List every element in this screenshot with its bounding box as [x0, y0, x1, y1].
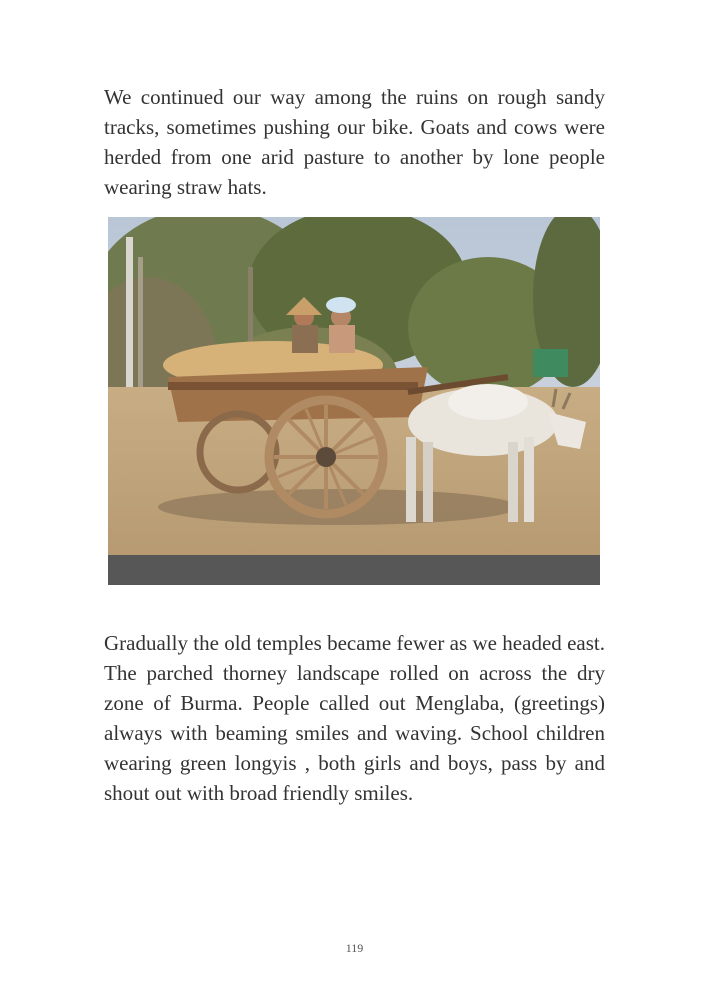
- page-number: 119: [345, 941, 364, 955]
- paragraph-journey-east: Gradually the old temples became fewer as we headed east. The parched thorney landscape rolled on across the dry zone of Burma. People called out Menglaba, (greetings) always with beaming smiles and waving. School children wearing green longyis , both girls and boys, pass by and shout out with broad friendly smiles.: [104, 631, 605, 805]
- ox-cart-photo: [108, 217, 600, 585]
- paragraph-intro: We continued our way among the ruins on rough sandy tracks, sometimes pushing our bike. Goats and cows were herded from one arid pasture to another by lone people wearing straw hats.: [104, 85, 605, 199]
